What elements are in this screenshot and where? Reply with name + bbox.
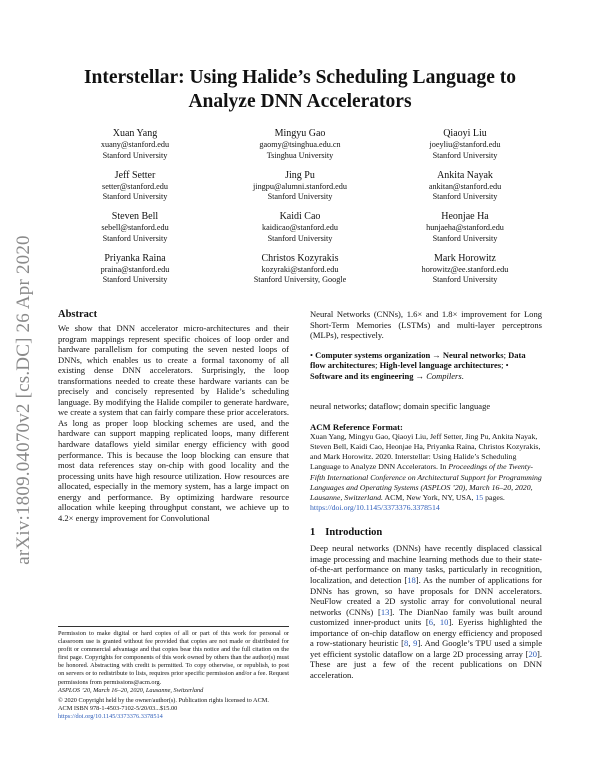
author [215,128,385,161]
author-name: Steven Bell [111,211,159,222]
author-row [60,128,540,170]
isbn-line: ACM ISBN 978-1-4503-7102-5/20/03...$15.00 [58,704,178,712]
author-email: xuany@stanford.edu [100,140,170,149]
author-affiliation: Stanford University [102,275,168,284]
author-name: Qiaoyi Liu [443,128,487,139]
keywords: neural networks; dataflow; domain specific language [310,401,491,412]
abstract-text: We show that DNN accelerator micro-architectures and their program mappings represent specific choices of loop order and hardware parallelism for computing the seven nested loops of DNNs, which enables us to create a formal taxonomy of all existing dense DNN accelerators. Surprisingly, the loop transformations needed to create these hardware variants can be precisely and concisely represented by Halide’s scheduling language. By modifying the Halide compiler to generate hardware, we create a system that can fairly compare these prior accelerators. As long as proper loop blocking schemes are used, and the hardware can support mapping replicated loops, many different hardware dataflows yield similar energy efficiency with good performance. This is because the loop blocking can ensure that most data references stay on-chip with good locality and the processing units have high resource utilization. How resources are allocated, especially in the memory system, has a large impact on energy and performance. By optimizing hardware resource allocation while keeping throughput constant, we achieve up to 4.2× energy improvement for Convolutional [58,323,289,523]
author-email: sebell@stanford.edu [101,223,169,232]
author [215,211,385,244]
author [50,211,220,244]
author-row [60,253,540,295]
author [50,253,220,286]
copyright-line: © 2020 Copyright held by the owner/author(s). Publication rights licensed to ACM. [58,696,269,704]
author-name: Priyanka Raina [104,252,166,264]
author [215,170,385,203]
author-email: setter@stanford.edu [102,181,168,191]
citation-link[interactable]: 20 [528,648,538,659]
author-email: ankitan@stanford.edu [428,181,502,191]
author [380,170,550,203]
author-email: jingpu@alumni.stanford.edu [253,181,347,191]
author-affiliation: Stanford University [267,233,333,243]
author-affiliation: Stanford University [267,192,333,201]
author-row [60,211,540,253]
author-email: joeyliu@stanford.edu [429,140,501,149]
title-line-2: Analyze DNN Accelerators [188,91,412,112]
acm-ref-heading: ACM Reference Format: [310,421,403,432]
citation-link[interactable]: 6 [428,617,434,628]
author-email: kozyraki@stanford.edu [261,264,339,274]
acm-ref-doi-link[interactable]: https://doi.org/10.1145/3373376.3378514 [310,503,440,513]
permission-venue: ASPLOS ’20, March 16–20, 2020, Lausanne, Switzerland [58,686,204,694]
paper-title [60,66,540,114]
acm-ref-text: Xuan Yang, Mingyu Gao, Qiaoyi Liu, Jeff Setter, Jing Pu, Ankita Nayak, Steven Bell, Kaidi Cao, Heonjae Ha, Priyanka Raina, Christos Kozyrakis, and Mark Horowitz. 2020. Interstellar: Using Halide’s Scheduling Language to Analyze DNN Accelerators. In Proceedings of the Twenty-Fifth International Conference on Architectural Support for Programming Languages and Operating Systems (ASPLOS ’20), March 16–20, 2020, Lausanne, Switzerland. ACM, New York, NY, USA, 15 pages. https://doi.org/10.1145/3373376.3378514 [310,431,542,513]
author-affiliation: Stanford University [102,233,168,243]
title-line-1: Interstellar: Using Halide’s Scheduling Language to [83,67,517,88]
author-affiliation: Stanford University [102,192,168,201]
author-name: Christos Kozyrakis [261,252,339,264]
author [380,211,550,244]
author-row [60,170,540,212]
introduction-text: Deep neural networks (DNNs) have recently displaced classical image processing and machine learning methods due to their state-of-the-art performance on many tasks, particularly in recognition, localization, and detection [18]. As the number of applications for DNNs has grown, so have proposals for DNN accelerators. NeuFlow created a 2D systolic array for convolutional neural networks (CNNs) [13]. The DianNao family was built around customized inner-product units [6, 10]. Eyeriss highlighted the importance of on-chip dataflow on energy efficiency and proposed a row-stationary heuristic [8, 9]. And Google’s TPU used a simple yet efficient systolic dataflow on a large 2D processing array [20]. These are just a few of the recent publications on DNN acceleration. [310,543,542,680]
author-email: praina@stanford.edu [100,264,170,274]
author-block [60,128,540,294]
author [50,170,220,203]
author-affiliation: Stanford University [432,233,498,243]
author-email: kaidicao@stanford.edu [262,223,338,232]
author [380,253,550,286]
citation-link[interactable]: 9 [413,638,418,649]
author-name: Xuan Yang [112,128,158,139]
permission-text: Permission to make digital or hard copies of all or part of this work for personal or classroom use is granted without fee provided that copies are not made or distributed for profit or commercial advantage and that copies bear this notice and the full citation on the first page. Copyrights for components of this work owned by others than the author(s) must be honored. Abstracting with credit is permitted. To copy otherwise, or republish, to post on servers or to redistribute to lists, requires prior specific permission and/or a fee. Request permissions from permissions@acm.org. ASPLOS ’20, March 16–20, 2020, Lausanne, Switzerland [58,630,289,694]
author-name: Heonjae Ha [441,211,489,222]
author-name: Jeff Setter [114,169,156,181]
author-name: Mingyu Gao [274,128,326,139]
permission-footnote [58,626,289,721]
abstract-heading: Abstract [58,309,98,320]
author-name: Jing Pu [285,169,315,181]
author-affiliation: Stanford University [432,192,498,201]
author-affiliation: Stanford University [102,150,168,160]
author-affiliation: Tsinghua University [266,150,334,160]
citation-link[interactable]: 18 [407,574,416,585]
author-affiliation: Stanford University [432,275,498,284]
section-heading-introduction: 1 Introduction [310,527,383,539]
author-name: Kaidi Cao [279,211,321,222]
author [215,253,385,286]
pages-count[interactable]: 15 [475,492,484,502]
author-email: hunjaeha@stanford.edu [426,223,504,232]
citation-link[interactable]: 10 [439,617,449,628]
author [50,128,220,161]
right-column [310,309,542,680]
doi-link-small[interactable]: https://doi.org/10.1145/3373376.3378514 [58,712,163,720]
author-affiliation: Stanford University [432,150,498,160]
author-email: horowitz@ee.stanford.edu [421,264,509,274]
author-affiliation: Stanford University, Google [253,275,347,284]
author [380,128,550,161]
citation-link[interactable]: 8 [404,638,409,649]
citation-link[interactable]: 13 [380,606,390,617]
arxiv-stamp: arXiv:1809.04070v2 [cs.DC] 26 Apr 2020 [13,235,35,565]
author-email: gaomy@tsinghua.edu.cn [259,140,341,149]
author-name: Mark Horowitz [434,252,496,264]
abstract-continuation: Neural Networks (CNNs), 1.6× and 1.8× improvement for Long Short-Term Memories (LSTMs) and multi-layer perceptrons (MLPs), respectively. [310,309,542,341]
ccs-concepts: • Computer systems organization → Neural networks; Data flow architectures; High-level language architectures; • Software and its engineering → Compilers. [310,349,526,381]
author-name: Ankita Nayak [437,169,493,181]
left-column [58,309,289,523]
